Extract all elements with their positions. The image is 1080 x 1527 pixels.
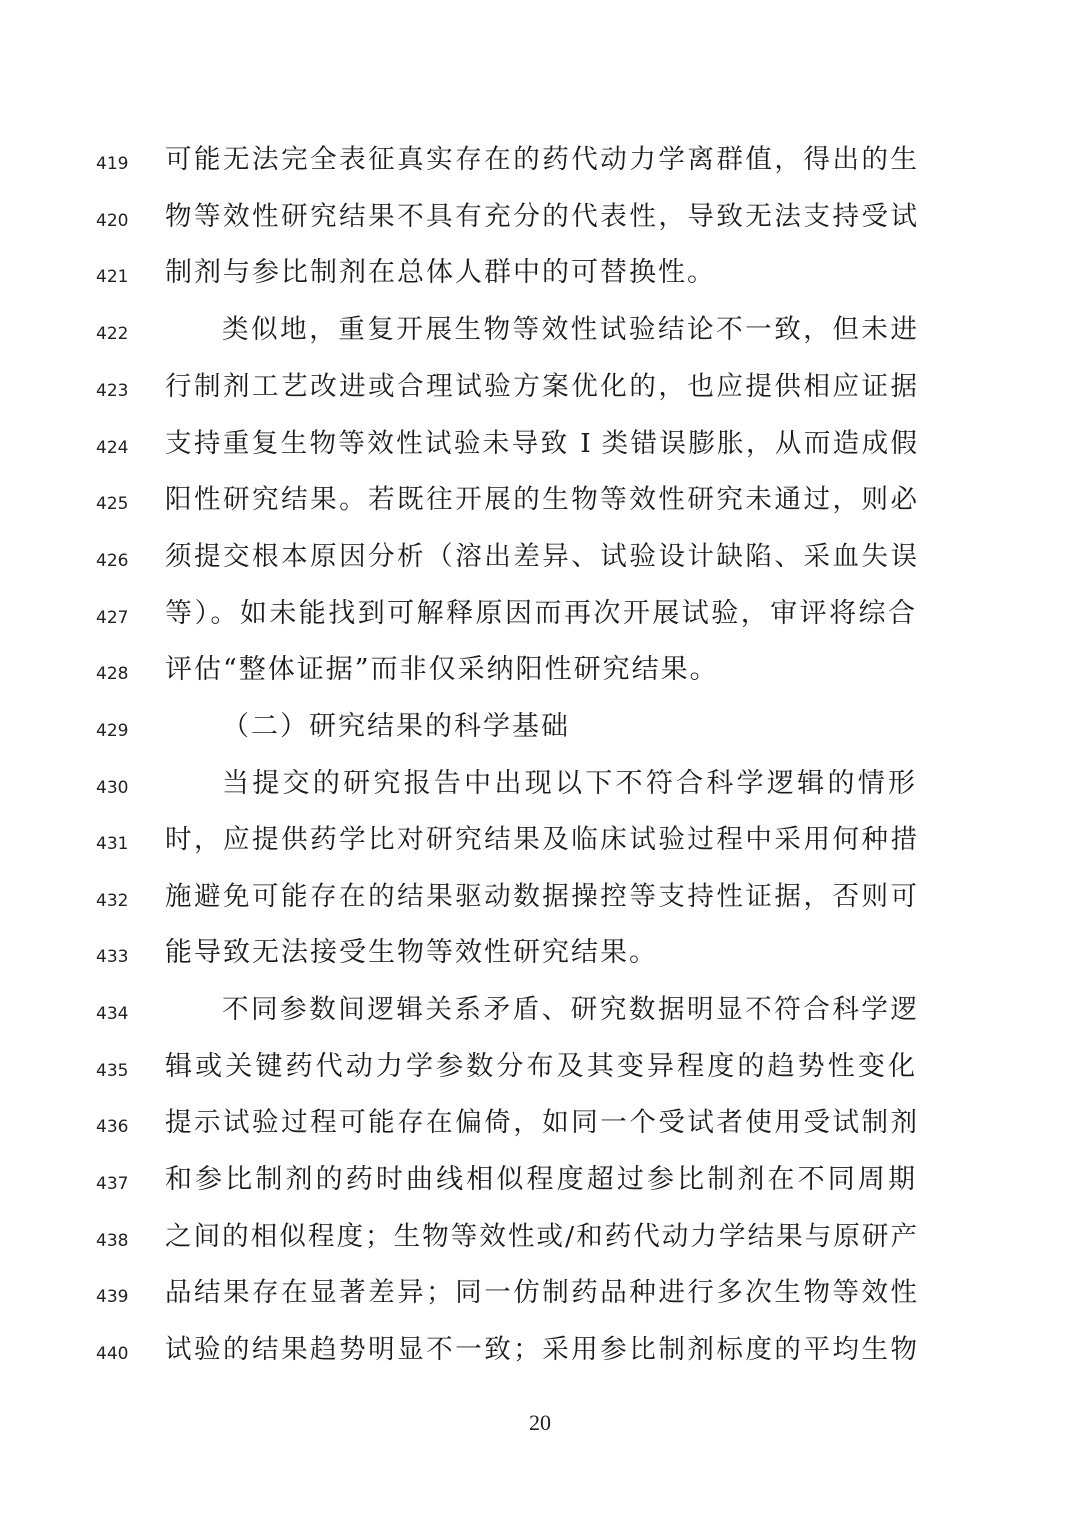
text-line — [0, 1213, 1080, 1269]
line-number: 434 — [96, 1004, 129, 1024]
line-number: 440 — [96, 1344, 129, 1364]
line-number: 435 — [96, 1061, 129, 1081]
line-text: 当提交的研究报告中出现以下不符合科学逻辑的情形 — [222, 768, 917, 799]
text-line — [0, 420, 1080, 476]
line-number: 430 — [96, 778, 129, 798]
line-text: 评估“整体证据”而非仅采纳阳性研究结果。 — [165, 654, 719, 685]
line-text: 可能无法完全表征真实存在的药代动力学离群值，得出的生 — [165, 144, 917, 175]
line-text: 提示试验过程可能存在偏倚，如同一个受试者使用受试制剂 — [165, 1107, 917, 1138]
line-number: 423 — [96, 381, 129, 401]
line-number: 432 — [96, 891, 129, 911]
text-line — [0, 929, 1080, 985]
text-line — [0, 590, 1080, 646]
text-line — [0, 646, 1080, 702]
text-line — [0, 1156, 1080, 1212]
line-text: 品结果存在显著差异；同一仿制药品种进行多次生物等效性 — [165, 1277, 917, 1308]
text-line — [0, 1326, 1080, 1382]
text-line — [0, 363, 1080, 419]
line-number: 438 — [96, 1231, 129, 1251]
line-number: 437 — [96, 1174, 129, 1194]
line-text: 制剂与参比制剂在总体人群中的可替换性。 — [165, 257, 716, 288]
line-text: 阳性研究结果。若既往开展的生物等效性研究未通过，则必 — [165, 484, 917, 515]
text-line — [0, 306, 1080, 362]
line-number: 419 — [96, 154, 129, 174]
line-text: 类似地，重复开展生物等效性试验结论不一致，但未进 — [222, 314, 917, 345]
line-number: 433 — [96, 947, 129, 967]
text-line — [0, 873, 1080, 929]
line-text: 和参比制剂的药时曲线相似程度超过参比制剂在不同周期 — [165, 1164, 917, 1195]
line-text: 支持重复生物等效性试验未导致 I 类错误膨胀，从而造成假 — [165, 428, 917, 459]
line-number: 422 — [96, 324, 129, 344]
line-number: 429 — [96, 721, 129, 741]
line-number: 421 — [96, 267, 129, 287]
line-text: 施避免可能存在的结果驱动数据操控等支持性证据，否则可 — [165, 881, 917, 912]
line-text: 须提交根本原因分析（溶出差异、试验设计缺陷、采血失误 — [165, 541, 917, 572]
section-heading: （二）研究结果的科学基础 — [222, 711, 570, 742]
line-text: 之间的相似程度；生物等效性或/和药代动力学结果与原研产 — [165, 1221, 917, 1252]
text-line — [0, 986, 1080, 1042]
section-heading-line — [0, 703, 1080, 759]
text-line — [0, 533, 1080, 589]
line-number: 420 — [96, 211, 129, 231]
text-line — [0, 1043, 1080, 1099]
text-line — [0, 193, 1080, 249]
line-text: 行制剂工艺改进或合理试验方案优化的，也应提供相应证据 — [165, 371, 917, 402]
text-line — [0, 1099, 1080, 1155]
line-number: 424 — [96, 438, 129, 458]
text-line — [0, 249, 1080, 305]
line-number: 439 — [96, 1287, 129, 1307]
page-number: 20 — [529, 1410, 551, 1435]
line-number: 436 — [96, 1117, 129, 1137]
text-line — [0, 760, 1080, 816]
line-number: 426 — [96, 551, 129, 571]
line-text: 能导致无法接受生物等效性研究结果。 — [165, 937, 658, 968]
line-number: 428 — [96, 664, 129, 684]
line-number: 427 — [96, 608, 129, 628]
text-line — [0, 816, 1080, 872]
text-line — [0, 476, 1080, 532]
line-text: 试验的结果趋势明显不一致；采用参比制剂标度的平均生物 — [165, 1334, 917, 1365]
line-text: 不同参数间逻辑关系矛盾、研究数据明显不符合科学逻 — [222, 994, 917, 1025]
line-text: 等）。如未能找到可解释原因而再次开展试验，审评将综合 — [165, 598, 917, 629]
text-line — [0, 136, 1080, 192]
line-text: 时，应提供药学比对研究结果及临床试验过程中采用何种措 — [165, 824, 917, 855]
line-text: 物等效性研究结果不具有充分的代表性，导致无法支持受试 — [165, 201, 917, 232]
line-text: 辑或关键药代动力学参数分布及其变异程度的趋势性变化 — [165, 1051, 917, 1082]
line-number: 425 — [96, 494, 129, 514]
text-line — [0, 1269, 1080, 1325]
line-number: 431 — [96, 834, 129, 854]
